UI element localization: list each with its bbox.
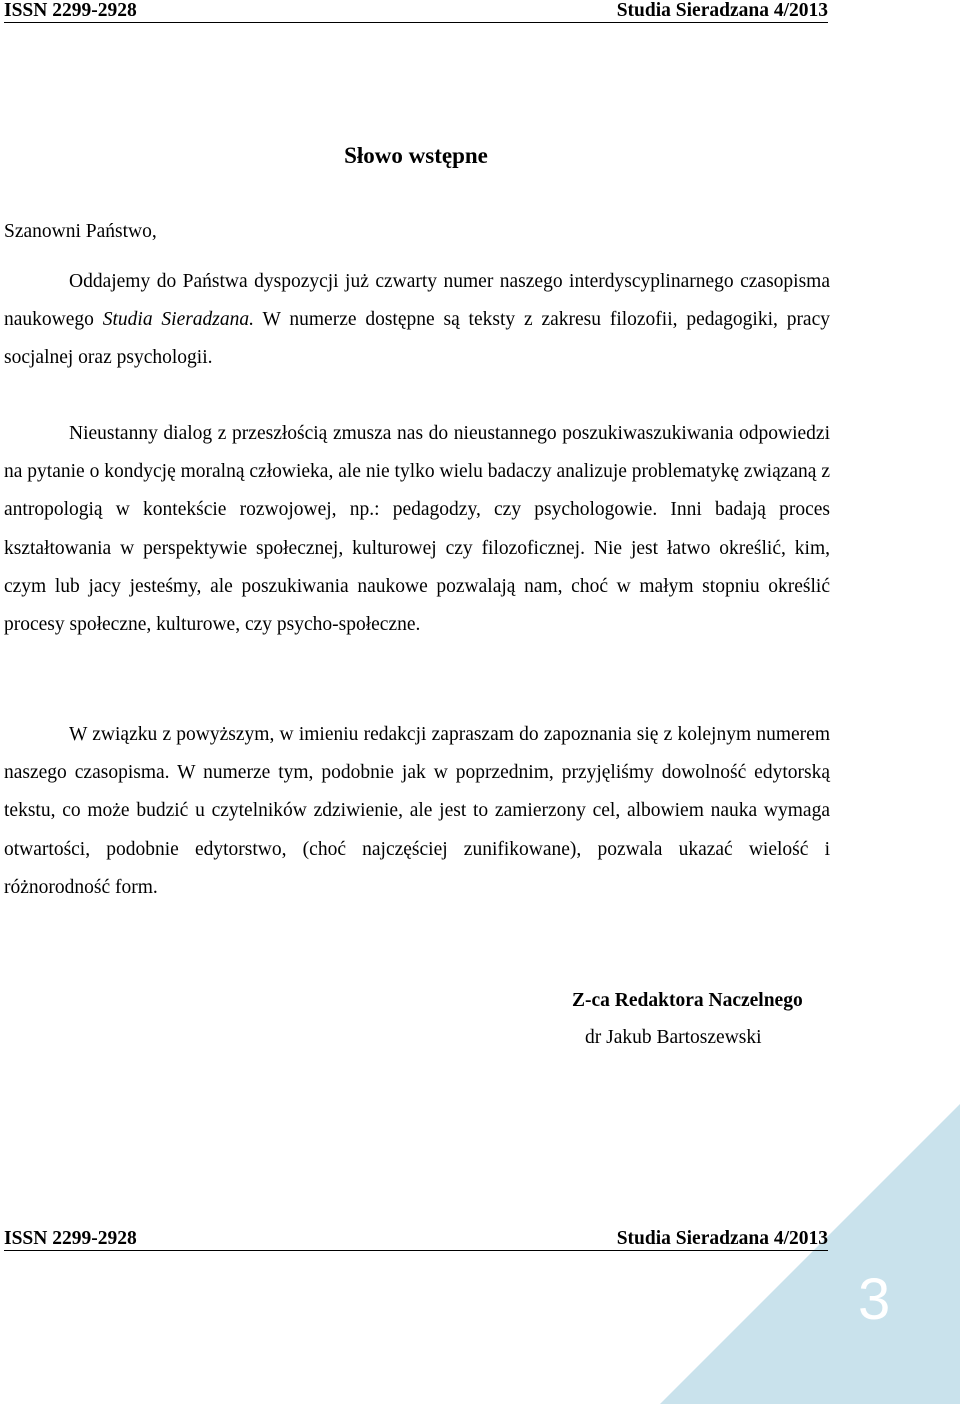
running-footer — [4, 1228, 828, 1251]
paragraph-dialog: Nieustanny dialog z przeszłością zmusza nas do nieustannego poszukiwaszukiwania odpowiedzi na pytanie o kondycję moralną człowieka, ale nie tylko wielu badaczy analizuje problematykę związaną z antropologią w kontekście rozwojowej, np.: pedagodzy, czy psychologowie. Inni badają proces kształtowania w perspektywie społecznej, kulturowej czy filozoficznej. Nie jest łatwo określić, kim, czym lub jacy jesteśmy, ale poszukiwania naukowe pozwalają nam, choć w małym stopniu określić procesy społeczne, kulturowe, czy psycho-społeczne. — [4, 423, 830, 636]
page-number: 3 — [858, 1267, 891, 1332]
greeting: Szanowni Państwo, — [4, 221, 157, 242]
paragraph-intro — [4, 263, 830, 378]
paragraph-invitation: W związku z powyższym, w imieniu redakcji zapraszam do zapoznania się z kolejnym numerem naszego czasopisma. W numerze tym, podobnie jak w poprzednim, przyjęliśmy dowolność edytorską tekstu, co może budzić u czytelników zdziwienie, ale jest to zamierzony cel, albowiem nauka wymaga otwartości, podobnie edytorstwo, (choć najczęściej zunifikowane), pozwala ukazać wielość i różnorodność form. — [4, 724, 830, 898]
signature-name: dr Jakub Bartoszewski — [585, 1027, 762, 1048]
footer-journal-issue: Studia Sieradzana 4/2013 — [616, 1228, 828, 1249]
paragraph-intro-text-1: Oddajemy do Państwa dyspozycji już czwarty numer naszego interdyscyplinarnego czasopisma naukowego — [4, 271, 830, 331]
footer-issn: ISSN 2299-2928 — [4, 1228, 137, 1249]
header-journal-issue: Studia Sieradzana 4/2013 — [616, 0, 828, 21]
journal-name-italic: Studia Sieradzana. — [102, 309, 255, 331]
header-issn: ISSN 2299-2928 — [4, 0, 137, 21]
paragraph-intro-text-2: W numerze dostępne są teksty z zakresu filozofii, pedagogiki, pracy socjalnej oraz psychologii. — [4, 309, 830, 369]
running-header — [4, 0, 828, 23]
signature-role: Z-ca Redaktora Naczelnego — [572, 990, 803, 1011]
page-corner-accent — [660, 1104, 960, 1404]
page-title: Słowo wstępne — [344, 143, 488, 168]
